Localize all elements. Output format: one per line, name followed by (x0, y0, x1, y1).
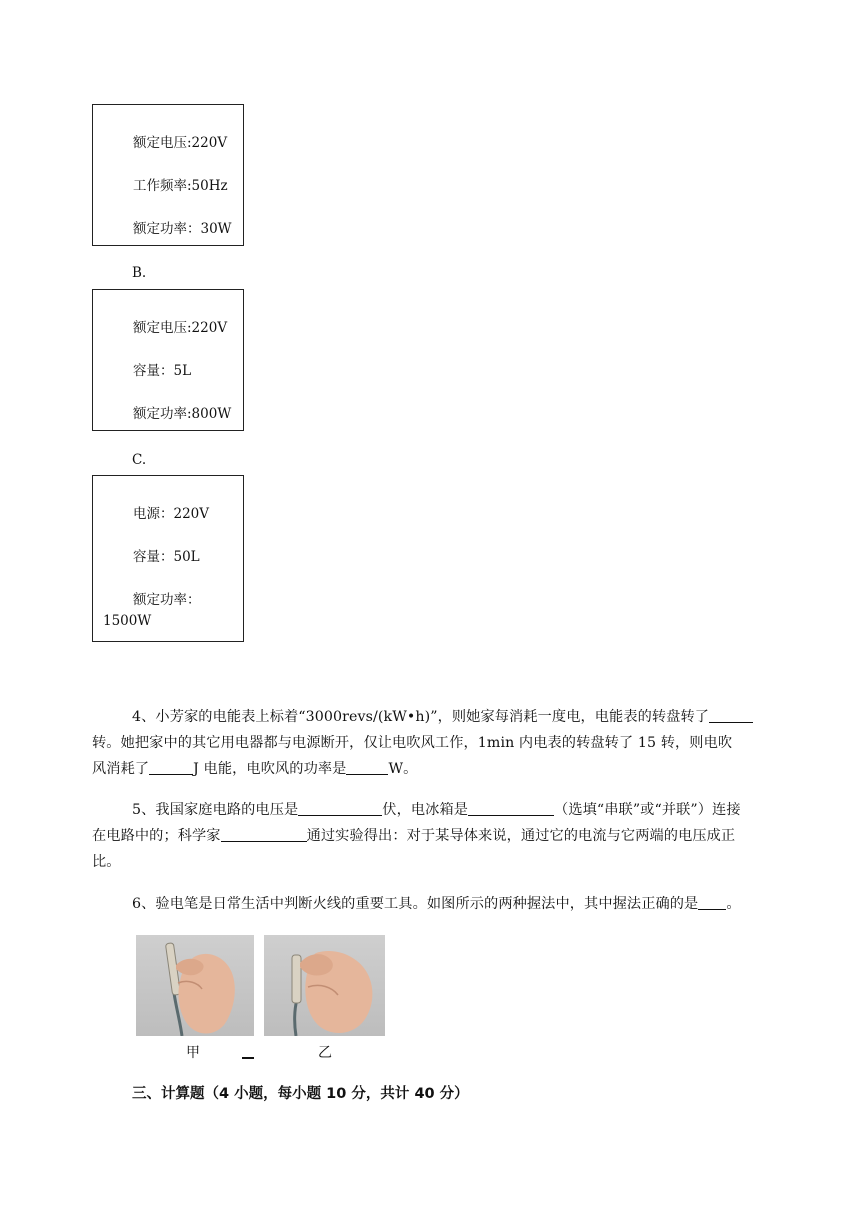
question-4 (92, 704, 804, 782)
option-b-line-voltage: 额定电压:220V (133, 320, 228, 336)
q5-text-1: 5、我国家庭电路的电压是 (132, 802, 299, 818)
option-b-spec-box (92, 289, 244, 431)
q5-text-4: 在电路中的；科学家 (92, 828, 221, 844)
option-c-line-capacity: 容量：50L (133, 549, 200, 565)
option-b-line-power: 额定功率:800W (133, 406, 232, 422)
option-a-spec-box (92, 104, 244, 246)
test-pen-grip-photo-right (264, 935, 385, 1036)
q4-answer-blank-1 (709, 708, 753, 723)
option-b-label: B. (132, 265, 147, 281)
caption-jia: 甲 (186, 1045, 200, 1061)
q5-text-5: 通过实验得出：对于某导体来说，通过它的电流与它两端的电压成正 (306, 828, 736, 844)
q4-answer-blank-3 (346, 760, 388, 775)
option-a-line-frequency: 工作频率:50Hz (133, 178, 228, 194)
option-c-spec-box (92, 475, 244, 642)
test-pen-grip-photo-left (136, 935, 254, 1036)
option-a-line-voltage: 额定电压:220V (133, 135, 228, 151)
q5-text-6: 比。 (92, 854, 121, 870)
q4-answer-blank-2 (149, 760, 193, 775)
q5-answer-blank-3 (221, 827, 307, 842)
q5-text-3: （选填“串联”或“并联”）连接 (554, 802, 741, 818)
question-6 (92, 891, 804, 917)
option-a-line-power: 额定功率：30W (133, 221, 232, 237)
q6-text: 6、验电笔是日常生活中判断火线的重要工具。如图所示的两种握法中，其中握法正确的是 (132, 896, 699, 912)
question-5 (92, 797, 804, 875)
q4-text-5: W。 (388, 761, 418, 777)
q5-answer-blank-1 (298, 801, 382, 816)
q5-text-2: 伏，电冰箱是 (382, 802, 469, 818)
q6-text-end: 。 (726, 896, 741, 912)
q5-answer-blank-2 (468, 801, 554, 816)
option-c-label: C. (132, 452, 147, 468)
option-c-line-power-value: 1500W (103, 613, 152, 629)
q4-text-3: 风消耗了 (92, 761, 150, 777)
q6-answer-blank (698, 895, 726, 910)
option-c-line-power-label: 额定功率： (133, 592, 201, 608)
q4-text-1: 4、小芳家的电能表上标着“3000revs/(kW•h)”，则她家每消耗一度电，电能表的转盘转了 (132, 709, 710, 725)
option-c-line-power-source: 电源：220V (133, 506, 210, 522)
q4-text-2: 转。她把家中的其它用电器都与电源断开，仅让电吹风工作，1min 内电表的转盘转了 15 转，则电吹 (92, 735, 733, 751)
option-b-line-capacity: 容量：5L (133, 363, 192, 379)
q4-text-4: J 电能，电吹风的功率是 (193, 761, 347, 777)
section-heading-calculation: 三、计算题（4 小题，每小题 10 分，共计 40 分） (132, 1086, 469, 1102)
caption-underline-mark (242, 1057, 254, 1059)
caption-yi: 乙 (318, 1045, 332, 1061)
